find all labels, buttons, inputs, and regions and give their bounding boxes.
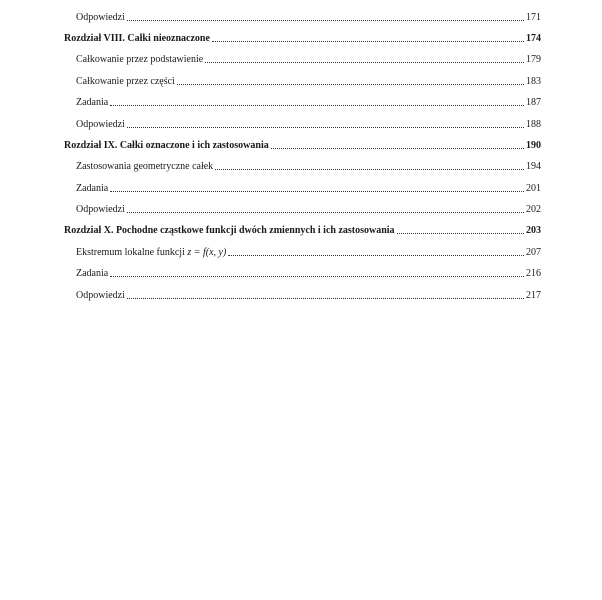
toc-entry-page: 202 [526,204,541,215]
toc-entry-title [76,247,227,259]
toc-entry-zadania[interactable] [76,95,541,109]
toc-chapter-page: 174 [526,33,541,44]
toc-entry-zadania[interactable] [76,266,541,280]
dot-leader [127,127,524,128]
toc-entry-title: Odpowiedzi [76,119,125,130]
toc-entry-page: 171 [526,12,541,23]
toc-chapter-page: 190 [526,140,541,151]
toc-entry-odpowiedzi[interactable] [76,288,541,302]
formula-z-f-x-y: z = f(x, y) [187,247,227,258]
toc-chapter-8[interactable] [64,31,541,45]
dot-leader [127,298,524,299]
toc-entry-page: 207 [526,247,541,258]
toc-chapter-10[interactable] [64,223,541,237]
toc-entry-calkowanie-przez-czesci[interactable] [76,74,541,88]
toc-entry-page: 194 [526,161,541,172]
dot-leader [212,41,524,42]
dot-leader [215,169,524,170]
toc-entry-page: 188 [526,119,541,130]
toc-entry-zastosowania-geometryczne[interactable] [76,159,541,173]
toc-entry-title: Odpowiedzi [76,290,125,301]
toc-entry-title: Całkowanie przez podstawienie [76,54,204,65]
toc-chapter-title: Rozdział X. Pochodne cząstkowe funkcji dwóch zmiennych i ich zastosowania [64,225,395,236]
toc-entry-title: Odpowiedzi [76,204,125,215]
toc-entry-odpowiedzi[interactable] [76,202,541,216]
dot-leader [110,105,524,106]
toc-chapter-9[interactable] [64,138,541,152]
toc-entry-page: 216 [526,268,541,279]
dot-leader [110,191,524,192]
dot-leader [127,212,524,213]
toc-entry-title: Zadania [76,268,109,279]
toc-entry-odpowiedzi[interactable] [76,10,541,24]
toc-entry-ekstremum-lokalne[interactable] [76,245,541,259]
toc-entry-title: Całkowanie przez części [76,76,175,87]
dot-leader [228,255,524,256]
toc-entry-title-text: Ekstremum lokalne funkcji [76,247,188,258]
toc-entry-title: Odpowiedzi [76,12,125,23]
toc-entry-page: 179 [526,54,541,65]
toc-chapter-title: Rozdział IX. Całki oznaczone i ich zastosowania [64,140,269,151]
dot-leader [127,20,524,21]
toc-entry-odpowiedzi[interactable] [76,117,541,131]
toc-entry-page: 183 [526,76,541,87]
toc-entry-page: 201 [526,183,541,194]
toc-entry-page: 187 [526,97,541,108]
toc-entry-title: Zadania [76,97,109,108]
toc-entry-page: 217 [526,290,541,301]
toc-entry-zadania[interactable] [76,181,541,195]
dot-leader [110,276,524,277]
toc-entry-calkowanie-przez-podstawienie[interactable] [76,52,541,66]
dot-leader [177,84,524,85]
dot-leader [205,62,524,63]
dot-leader [271,148,524,149]
toc-chapter-page: 203 [526,225,541,236]
dot-leader [397,233,524,234]
toc-entry-title: Zadania [76,183,109,194]
toc-chapter-title: Rozdział VIII. Całki nieoznaczone [64,33,210,44]
toc-entry-title: Zastosowania geometryczne całek [76,161,214,172]
